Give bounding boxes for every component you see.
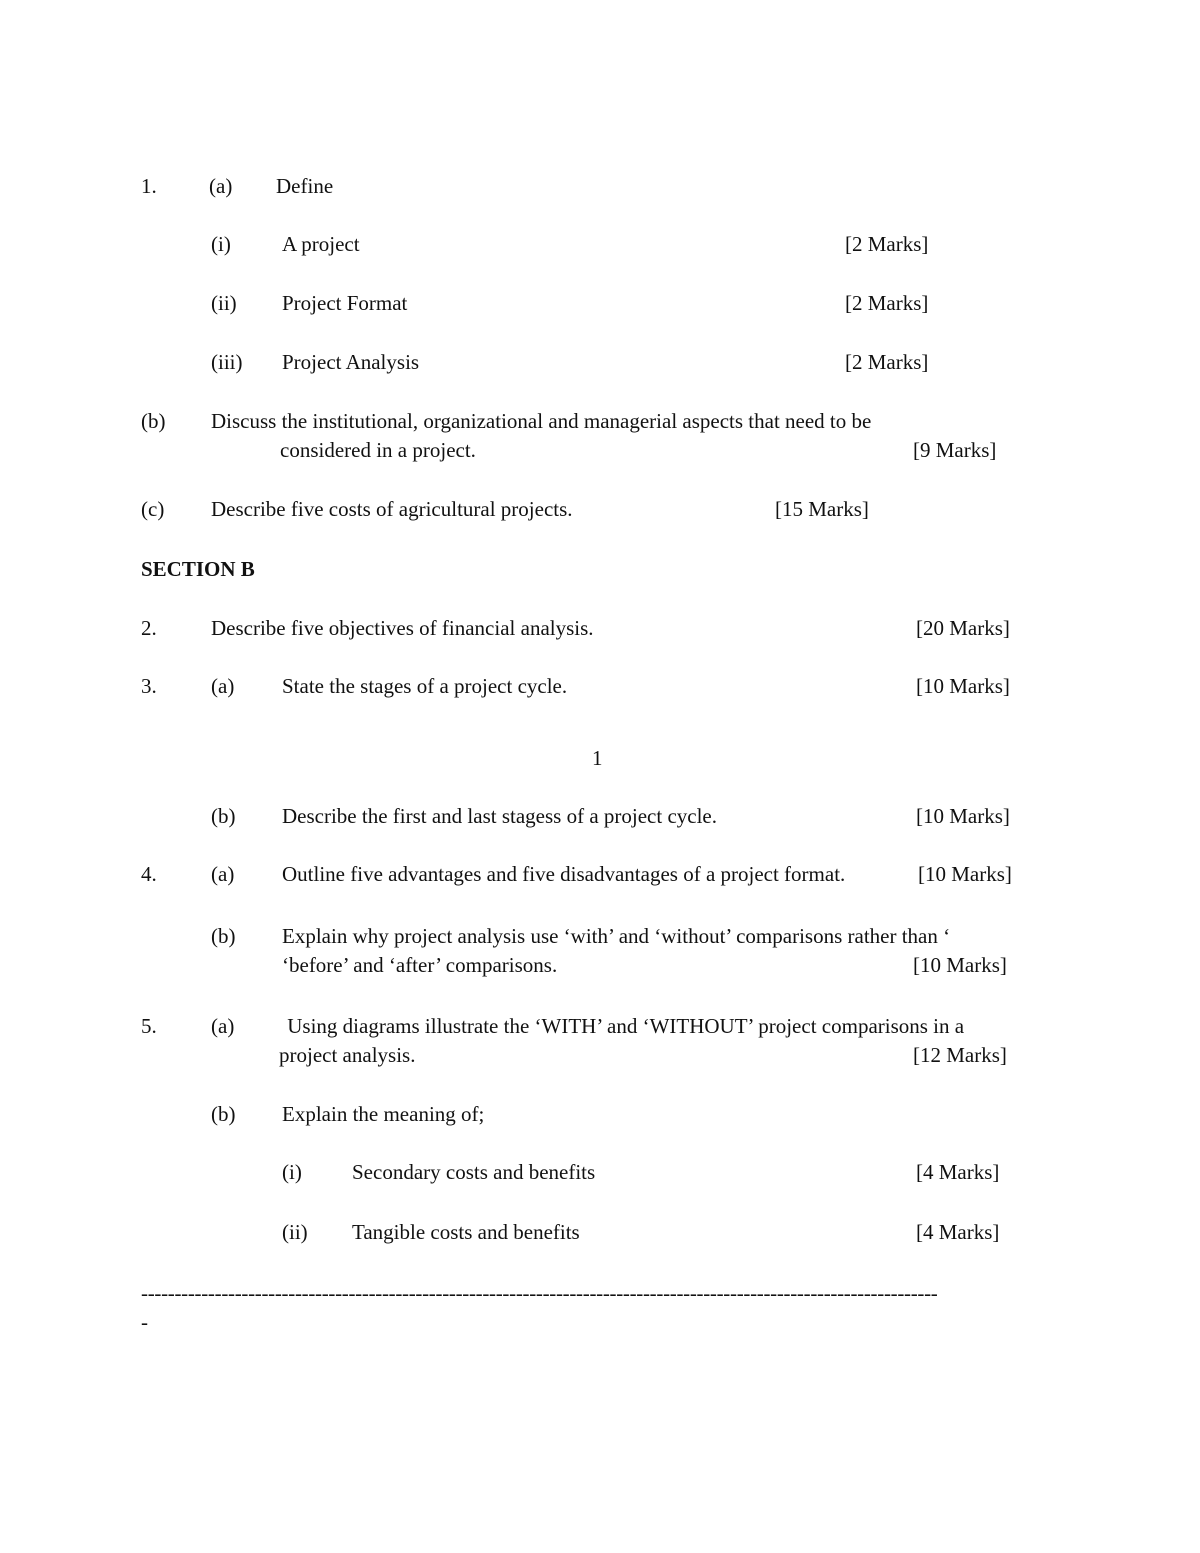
q1a-text: Define bbox=[276, 174, 334, 198]
q1c-label: (c) bbox=[141, 497, 165, 521]
q4-number: 4. bbox=[141, 862, 157, 886]
q1-number: 1. bbox=[141, 174, 157, 198]
q1a-i-text: A project bbox=[282, 232, 360, 256]
section-b-heading: SECTION B bbox=[141, 557, 255, 581]
q1a-iii-marks: [2 Marks] bbox=[845, 350, 929, 374]
q4b-marks: [10 Marks] bbox=[913, 953, 1007, 977]
q4a-marks: [10 Marks] bbox=[918, 862, 1012, 886]
q5a-label: (a) bbox=[211, 1014, 235, 1038]
q3a-marks: [10 Marks] bbox=[916, 674, 1010, 698]
q1c-marks: [15 Marks] bbox=[775, 497, 869, 521]
q4b-label: (b) bbox=[211, 924, 236, 948]
q4a-text: Outline five advantages and five disadvantages of a project format. bbox=[282, 862, 846, 886]
q1b-line2: considered in a project. bbox=[280, 438, 476, 462]
q1c-text: Describe five costs of agricultural projects. bbox=[211, 497, 573, 521]
q5b-i-marks: [4 Marks] bbox=[916, 1160, 1000, 1184]
q1a-iii-text: Project Analysis bbox=[282, 350, 420, 374]
q5b-label: (b) bbox=[211, 1102, 236, 1126]
q5-number: 5. bbox=[141, 1014, 157, 1038]
q1a-i-marks: [2 Marks] bbox=[845, 232, 929, 256]
q4b-line2: ‘before’ and ‘after’ comparisons. bbox=[282, 953, 558, 977]
q5b-i-label: (i) bbox=[282, 1160, 302, 1184]
q5a-line2: project analysis. bbox=[279, 1043, 416, 1067]
q1a-label: (a) bbox=[209, 174, 233, 198]
q5a-line1: Using diagrams illustrate the ‘WITH’ and ‘WITHOUT’ project comparisons in a bbox=[282, 1014, 965, 1038]
q5a-marks: [12 Marks] bbox=[913, 1043, 1007, 1067]
q3b-label: (b) bbox=[211, 804, 236, 828]
q3a-text: State the stages of a project cycle. bbox=[282, 674, 568, 698]
q3a-label: (a) bbox=[211, 674, 235, 698]
q2-number: 2. bbox=[141, 616, 157, 640]
q5b-ii-label: (ii) bbox=[282, 1220, 308, 1244]
q2-text: Describe five objectives of financial analysis. bbox=[211, 616, 594, 640]
q1a-i-label: (i) bbox=[211, 232, 231, 256]
q4a-label: (a) bbox=[211, 862, 235, 886]
q5b-ii-text: Tangible costs and benefits bbox=[352, 1220, 580, 1244]
q3b-marks: [10 Marks] bbox=[916, 804, 1010, 828]
q3b-text: Describe the first and last stagess of a project cycle. bbox=[282, 804, 718, 828]
q1b-marks: [9 Marks] bbox=[913, 438, 997, 462]
q2-marks: [20 Marks] bbox=[916, 616, 1010, 640]
q4b-line1: Explain why project analysis use ‘with’ and ‘without’ comparisons rather than ‘ bbox=[282, 924, 951, 948]
footer-trailing-dash: - bbox=[141, 1310, 148, 1334]
q1a-iii-label: (iii) bbox=[211, 350, 243, 374]
footer-dashed-rule: ----------------------------------------------------------------------------------------------------------------------- bbox=[141, 1281, 938, 1305]
q5b-text: Explain the meaning of; bbox=[282, 1102, 485, 1126]
q1a-ii-marks: [2 Marks] bbox=[845, 291, 929, 315]
q1b-line1: Discuss the institutional, organizational and managerial aspects that need to be bbox=[211, 409, 872, 433]
q5b-i-text: Secondary costs and benefits bbox=[352, 1160, 596, 1184]
q3-number: 3. bbox=[141, 674, 157, 698]
q1b-label: (b) bbox=[141, 409, 166, 433]
q1a-ii-text: Project Format bbox=[282, 291, 408, 315]
page-number: 1 bbox=[592, 746, 603, 770]
q5b-ii-marks: [4 Marks] bbox=[916, 1220, 1000, 1244]
q1a-ii-label: (ii) bbox=[211, 291, 237, 315]
